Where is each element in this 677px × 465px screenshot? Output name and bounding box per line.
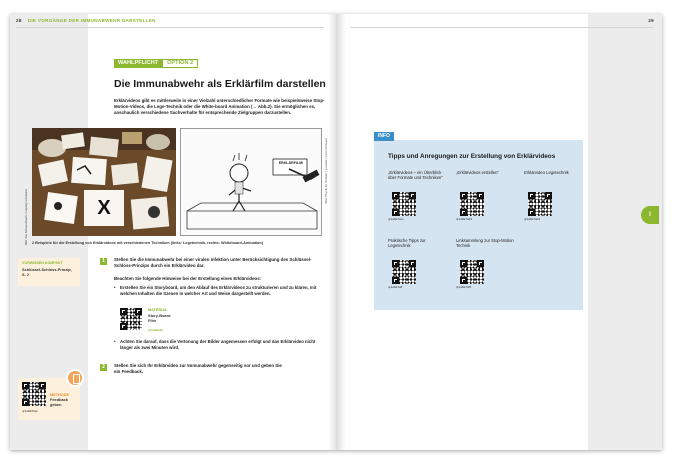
method-label: METHODE <box>50 393 69 397</box>
info-tag: INFO <box>374 132 394 141</box>
smartphone-icon <box>66 369 84 387</box>
prior-knowledge-label: VORWISSEN KOMPAKT <box>22 261 63 265</box>
info-item-label: „Erklärvideos erstellen“ <box>456 170 499 175</box>
left-header-rule <box>16 27 324 28</box>
info-item-code: qr1a8a7ad3 <box>456 217 473 221</box>
option-tag <box>114 59 198 68</box>
intro-text: Erklärvideos gibt es mittlerweile in einer Vielzahl unterschiedlicher Formate wie beispielsweise Stop-Motion-Videos, die Lege-Technik oder die White-board Animation (→ Abb.2). Sie ermöglichen es, anschaulich verschiedene Sachverhalte für entsprechende Zielgruppen darzustellen. <box>114 98 325 116</box>
option-label: OPTION 2 <box>162 59 198 68</box>
task-1-bullet-1: Erstellen Sie ein Storyboard, um den Ablauf des Erklärvideos zu strukturieren und zu klären, mit welchen Inhalten die Szenen in welcher Art und Weise dargestellt werden. <box>120 285 317 296</box>
info-title: Tipps und Anregungen zur Erstellung von Erklärvideos <box>388 153 556 160</box>
info-qr-code[interactable] <box>460 192 484 216</box>
info-item-code: qr1a8a7acc <box>388 217 404 221</box>
book-spread <box>10 14 662 450</box>
page-title: Die Immunabwehr als Erklärfilm darstellen <box>114 78 326 90</box>
prior-knowledge-box <box>18 258 80 286</box>
whiteboard-photo <box>180 128 322 236</box>
bullet-1-dot: • <box>114 285 116 290</box>
task-1-hint: Beachten Sie folgende Hinweise bei der Erstellung eines Erklärvideos: <box>114 276 262 281</box>
info-item <box>388 238 446 289</box>
info-qr-code[interactable] <box>392 260 416 284</box>
material-qr-code[interactable] <box>120 308 142 330</box>
info-item <box>524 170 582 221</box>
method-text: Feedback geben <box>50 397 68 407</box>
task-1-bullet-2: Achten Sie darauf, dass die Vertonung der Bilder angemessen erfolgt und das Erklärvideo nicht länger als zwei Minuten wird. <box>120 339 316 350</box>
task-1-text: Stellen Sie die Immunabwehr bei einer viralen Infektion unter Berücksichtigung des Schlüssel-Schloss-Prinzips durch ein Erklärvideo dar. <box>114 257 312 268</box>
svg-text:X: X <box>97 197 111 219</box>
task-1-number: 1 <box>100 258 107 265</box>
right-page-number: 29 <box>648 18 654 23</box>
info-item-code: qr1a8a7af5 <box>456 285 472 289</box>
info-item <box>456 238 514 289</box>
material-code: qr1a8a5ab <box>148 328 163 332</box>
material-label: MATERIAL <box>148 308 168 312</box>
legetechnik-illustration <box>32 128 176 236</box>
method-qr-code[interactable] <box>22 382 46 406</box>
whiteboard-sign-text: ERKLÄRFILM! <box>278 161 304 165</box>
info-item <box>388 170 446 221</box>
photo-credit-left: Bild: Kai Schwarzbach / Leipzig Lehrpläne <box>24 189 28 246</box>
bullet-2-dot: • <box>114 339 116 344</box>
whiteboard-illustration <box>181 129 322 236</box>
photo-credit-right: Bild: Physik für Schüler / youtube / Lena Schwarz <box>324 138 328 204</box>
info-item-label: „Erklärvideos – ein Überblick über Formate und Techniken“ <box>388 170 443 180</box>
info-qr-code[interactable] <box>392 192 416 216</box>
prior-knowledge-text: Schlüssel-Schloss-Prinzip, S. 2 <box>22 267 72 277</box>
book-gutter <box>328 14 346 450</box>
legetechnik-photo <box>32 128 176 236</box>
left-running-header <box>16 18 156 23</box>
info-item <box>456 170 514 221</box>
info-qr-code[interactable] <box>528 192 552 216</box>
info-item-code: qr1a8a7aff <box>388 285 403 289</box>
chapter-tab[interactable]: I <box>641 206 659 224</box>
method-code: qr1a8a5fqw <box>22 409 38 413</box>
info-item-label: Erklärvideo Legetechnik <box>524 170 569 175</box>
left-header-title: DIE VORGÄNGE DER IMMUNABWEHR DARSTELLEN <box>27 18 156 23</box>
elective-label: WAHLPFLICHT <box>114 59 162 68</box>
info-qr-code[interactable] <box>460 260 484 284</box>
material-text: Story-Board Film <box>148 313 171 323</box>
info-item-label: Praktische Tipps zur Legetechnik <box>388 238 426 248</box>
info-item-code: qr1a8a7ad3 <box>524 217 541 221</box>
right-margin <box>588 14 662 450</box>
figure-caption: 2 Beispiele für die Erstellung von Erklärvideos mit verschiedenen Techniken (links: Legetechnik, rechts: Whiteboard-Animation) <box>32 241 263 245</box>
right-header-rule <box>350 27 654 28</box>
info-box <box>374 133 583 310</box>
task-2-text: Stellen Sie sich Ihr Erklärvideo zur Immunabwehr gegenseitig vor und geben Sie ein Feedback. <box>114 363 282 374</box>
info-item-label: Linksammlung zur Stop-Motion Technik <box>456 238 514 248</box>
task-2-number: 2 <box>100 364 107 371</box>
left-page-number: 28 <box>16 18 22 23</box>
